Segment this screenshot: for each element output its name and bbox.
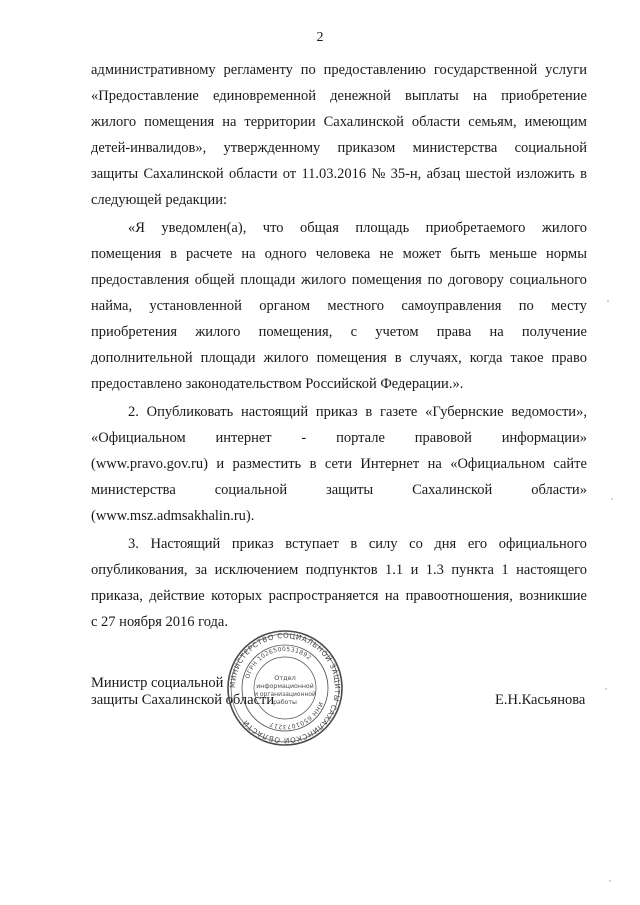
text-line: с 27 ноября 2016 года. [91, 614, 228, 630]
text-line: «Предоставление единовременной денежной выплаты на приобретение [91, 88, 587, 104]
seal-center-line3: и организационной [254, 691, 316, 698]
scan-speck [605, 688, 607, 690]
text-line: предоставления общей площади жилого помещения по договору социального [91, 272, 587, 288]
text-line: министерства социальной защиты Сахалинской области» [91, 482, 587, 498]
text-line: административному регламенту по предоставлению государственной услуги [91, 62, 587, 78]
signature-name: Е.Н.Касьянова [495, 692, 586, 708]
scan-speck [609, 880, 611, 882]
seal-ring-text: МИНИСТЕРСТВО СОЦИАЛЬНОЙ ЗАЩИТЫ САХАЛИНСКОЙ ОБЛАСТИ [227, 630, 343, 746]
text-line: жилого помещения на территории Сахалинской области семьям, имеющим [91, 114, 587, 130]
text-line: найма, установленной органом местного самоуправления по месту [91, 298, 587, 314]
scan-speck [611, 498, 613, 500]
signature-position-line1: Министр социальной [91, 675, 224, 691]
seal-center-line2: информационной [256, 683, 314, 690]
text-line: детей-инвалидов», утвержденному приказом министерства социальной [91, 140, 587, 156]
page-number: 2 [316, 30, 324, 45]
text-line: «Официальном интернет - портале правовой информации» [91, 430, 587, 446]
text-line: 2. Опубликовать настоящий приказ в газете «Губернские ведомости», [128, 404, 587, 420]
text-line: следующей редакции: [91, 192, 228, 208]
text-line: защиты Сахалинской области от 11.03.2016 № 35-н, абзац шестой изложить в [91, 166, 587, 182]
text-line: (www.pravo.gov.ru) и разместить в сети Интернет на «Официальном сайте [91, 456, 587, 472]
seal-inn-text: ИНН 6501073217 [268, 700, 325, 731]
text-line: предоставлено законодательством Российской Федерации.». [91, 376, 464, 392]
seal-center-line1: Отдел [274, 674, 296, 682]
official-seal [225, 628, 345, 748]
text-line: 3. Настоящий приказ вступает в силу со дня его официального [128, 536, 587, 552]
text-line: помещения в расчете на одного человека не может быть меньше нормы [91, 246, 587, 262]
text-line: опубликования, за исключением подпунктов 1.1 и 1.3 пункта 1 настоящего [91, 562, 587, 578]
text-line: дополнительной площади жилого помещения в случаях, когда такое право [91, 350, 587, 366]
scan-speck [607, 300, 609, 302]
text-line: приобретения жилого помещения, с учетом права на получение [91, 324, 587, 340]
seal-center-line4: работы [273, 699, 297, 706]
text-line: (www.msz.admsakhalin.ru). [91, 508, 255, 524]
text-line: «Я уведомлен(а), что общая площадь приобретаемого жилого [128, 220, 587, 236]
seal-ogrn-text: ОГРН 1026500531892 [244, 645, 313, 680]
text-line: приказа, действие которых распространяется на правоотношения, возникшие [91, 588, 587, 604]
signature-position-line2: защиты Сахалинской области [91, 692, 275, 708]
